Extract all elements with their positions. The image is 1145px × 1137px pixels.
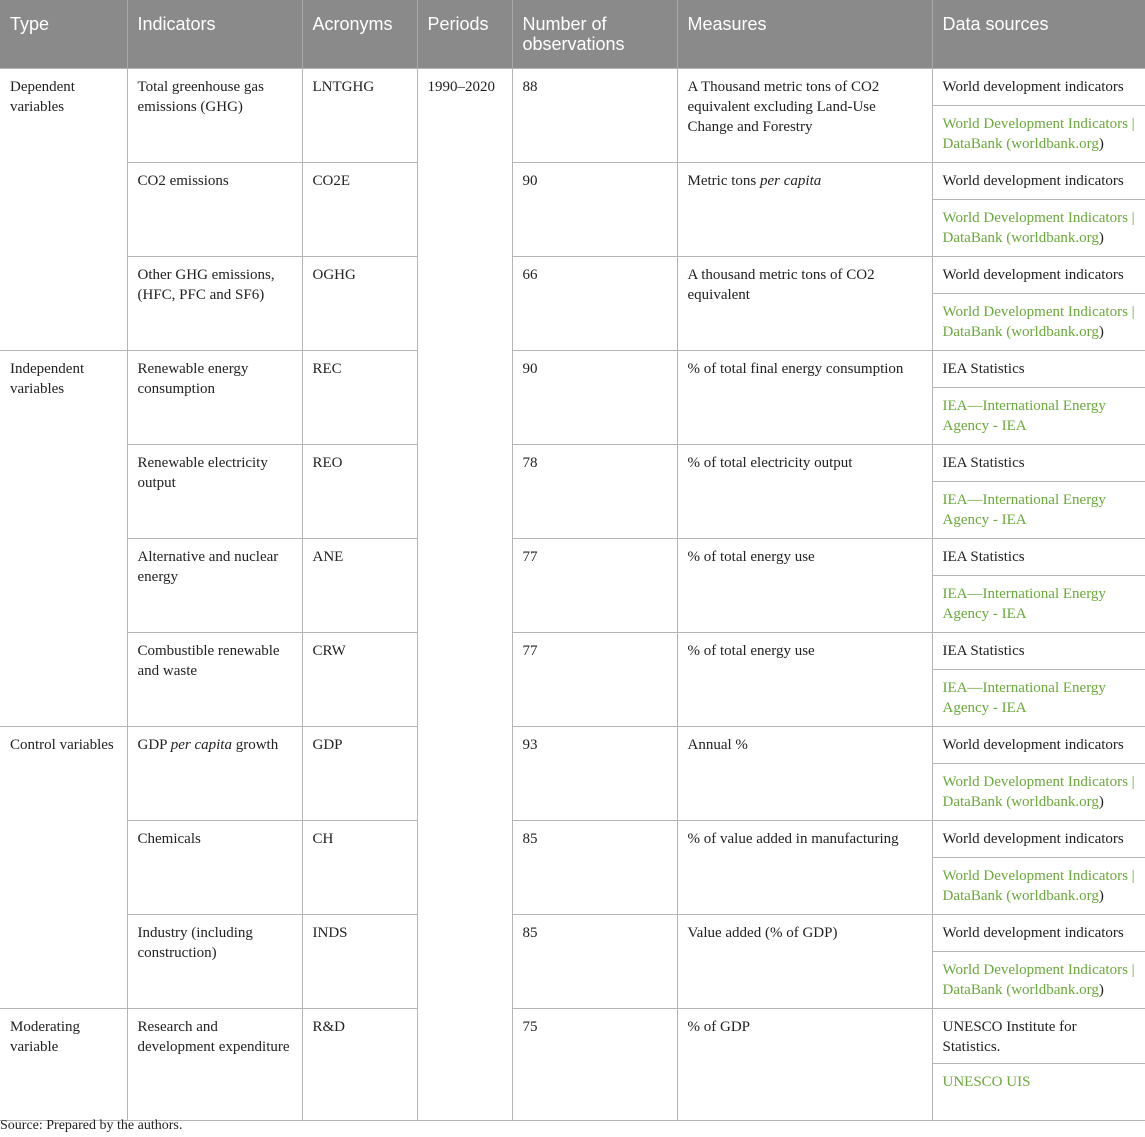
indicator-text: GDP <box>137 737 171 753</box>
header-indicators: Indicators <box>127 0 302 69</box>
observations-cell: 85 <box>512 915 677 1009</box>
observations-cell: 85 <box>512 821 677 915</box>
data-source-cell: World development indicators <box>932 821 1145 858</box>
table-row <box>0 727 1145 764</box>
data-source-cell: World development indicators <box>932 727 1145 764</box>
acronym-cell: LNTGHG <box>302 69 417 163</box>
data-source-link[interactable]: World Development Indicators | DataBank (worldbank.org <box>942 962 1135 998</box>
observations-cell: 93 <box>512 727 677 821</box>
link-closing-paren: ) <box>1098 230 1104 246</box>
data-source-cell: IEA Statistics <box>932 351 1145 388</box>
data-source-link[interactable]: World Development Indicators | DataBank (worldbank.org <box>942 304 1135 340</box>
observations-cell: 75 <box>512 1009 677 1121</box>
measure-cell: % of total final energy consumption <box>677 351 932 445</box>
indicator-cell: Renewable electricity output <box>127 445 302 539</box>
variable-type: Dependent variables <box>0 69 127 351</box>
acronym-cell: REC <box>302 351 417 445</box>
observations-cell: 88 <box>512 69 677 163</box>
measure-cell: % of total electricity output <box>677 445 932 539</box>
data-source-link-cell <box>932 576 1145 633</box>
header-row <box>0 0 1145 69</box>
measure-cell: A Thousand metric tons of CO2 equivalent excluding Land-Use Change and Forestry <box>677 69 932 163</box>
acronym-cell: CRW <box>302 633 417 727</box>
table-row <box>0 633 1145 670</box>
data-source-link[interactable]: World Development Indicators | DataBank (worldbank.org <box>942 868 1135 904</box>
data-source-cell: IEA Statistics <box>932 633 1145 670</box>
measure-cell: % of GDP <box>677 1009 932 1121</box>
indicator-cell: Renewable energy consumption <box>127 351 302 445</box>
indicator-cell: Total greenhouse gas emissions (GHG) <box>127 69 302 163</box>
data-source-link[interactable]: World Development Indicators | DataBank (worldbank.org <box>942 116 1135 152</box>
data-source-link-cell <box>932 1064 1145 1121</box>
table-row <box>0 539 1145 576</box>
acronym-cell: GDP <box>302 727 417 821</box>
data-source-link-cell <box>932 858 1145 915</box>
indicator-italic: per capita <box>170 737 232 753</box>
acronym-cell: REO <box>302 445 417 539</box>
measure-cell: % of total energy use <box>677 539 932 633</box>
measure-text: Metric tons <box>687 173 760 189</box>
table-row <box>0 915 1145 952</box>
measure-cell <box>677 163 932 257</box>
measure-italic: per capita <box>760 173 822 189</box>
link-closing-paren: ) <box>1098 982 1104 998</box>
observations-cell: 77 <box>512 633 677 727</box>
measure-cell: % of total energy use <box>677 633 932 727</box>
table-row <box>0 163 1145 200</box>
measure-cell: A thousand metric tons of CO2 equivalent <box>677 257 932 351</box>
table-row <box>0 821 1145 858</box>
data-source-link-cell <box>932 670 1145 727</box>
data-source-cell: IEA Statistics <box>932 539 1145 576</box>
header-type: Type <box>0 0 127 69</box>
header-measures: Measures <box>677 0 932 69</box>
indicator-cell <box>127 727 302 821</box>
data-source-link-cell <box>932 200 1145 257</box>
header-acronyms: Acronyms <box>302 0 417 69</box>
data-source-link[interactable]: IEA—International Energy Agency - IEA <box>942 492 1106 528</box>
link-closing-paren: ) <box>1098 888 1104 904</box>
table-header <box>0 0 1145 69</box>
data-source-cell: World development indicators <box>932 257 1145 294</box>
acronym-cell: CO2E <box>302 163 417 257</box>
data-source-link-cell <box>932 764 1145 821</box>
data-source-link[interactable]: World Development Indicators | DataBank (worldbank.org <box>942 210 1135 246</box>
data-source-link-cell <box>932 388 1145 445</box>
observations-cell: 77 <box>512 539 677 633</box>
variable-type: Independent variables <box>0 351 127 727</box>
header-periods: Periods <box>417 0 512 69</box>
data-source-link[interactable]: IEA—International Energy Agency - IEA <box>942 586 1106 622</box>
acronym-cell: R&D <box>302 1009 417 1121</box>
indicator-cell: Research and development expenditure <box>127 1009 302 1121</box>
indicator-cell: CO2 emissions <box>127 163 302 257</box>
indicator-cell: Chemicals <box>127 821 302 915</box>
acronym-cell: INDS <box>302 915 417 1009</box>
data-source-link-cell <box>932 106 1145 163</box>
measure-cell: % of value added in manufacturing <box>677 821 932 915</box>
table-row <box>0 1009 1145 1064</box>
data-source-link-cell <box>932 294 1145 351</box>
table-body <box>0 69 1145 1121</box>
data-source-link-cell <box>932 482 1145 539</box>
period-cell: 1990–2020 <box>417 69 512 1121</box>
indicator-cell: Other GHG emissions, (HFC, PFC and SF6) <box>127 257 302 351</box>
indicator-text-suffix: growth <box>231 737 279 753</box>
data-source-cell: World development indicators <box>932 69 1145 106</box>
data-source-link[interactable]: IEA—International Energy Agency - IEA <box>942 398 1106 434</box>
observations-cell: 66 <box>512 257 677 351</box>
measure-cell: Value added (% of GDP) <box>677 915 932 1009</box>
header-observations: Number of observations <box>512 0 677 69</box>
observations-cell: 90 <box>512 163 677 257</box>
link-closing-paren: ) <box>1098 324 1104 340</box>
data-source-cell: World development indicators <box>932 915 1145 952</box>
table-footnote: Source: Prepared by the authors. <box>0 1118 183 1133</box>
table-row <box>0 351 1145 388</box>
data-source-link-cell <box>932 952 1145 1009</box>
table-row <box>0 445 1145 482</box>
variable-type: Control variables <box>0 727 127 1009</box>
table-row <box>0 69 1145 106</box>
acronym-cell: OGHG <box>302 257 417 351</box>
variable-type: Moderating variable <box>0 1009 127 1121</box>
data-source-cell: World development indicators <box>932 163 1145 200</box>
data-source-link[interactable]: World Development Indicators | DataBank (worldbank.org <box>942 774 1135 810</box>
header-data-sources: Data sources <box>932 0 1145 69</box>
indicator-cell: Combustible renewable and waste <box>127 633 302 727</box>
indicator-cell: Industry (including construction) <box>127 915 302 1009</box>
observations-cell: 78 <box>512 445 677 539</box>
link-closing-paren: ) <box>1098 794 1104 810</box>
data-source-cell: UNESCO Institute for Statistics. <box>932 1009 1145 1064</box>
observations-cell: 90 <box>512 351 677 445</box>
data-source-link[interactable]: UNESCO UIS <box>942 1074 1031 1090</box>
acronym-cell: ANE <box>302 539 417 633</box>
indicator-cell: Alternative and nuclear energy <box>127 539 302 633</box>
link-closing-paren: ) <box>1098 136 1104 152</box>
acronym-cell: CH <box>302 821 417 915</box>
data-source-cell: IEA Statistics <box>932 445 1145 482</box>
table-row <box>0 257 1145 294</box>
data-source-link[interactable]: IEA—International Energy Agency - IEA <box>942 680 1106 716</box>
measure-cell: Annual % <box>677 727 932 821</box>
